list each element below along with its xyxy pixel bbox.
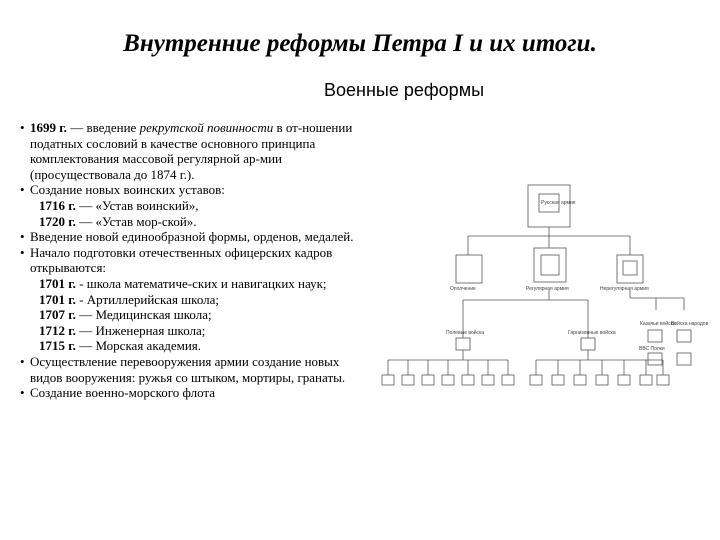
item-text: Создание новых воинских уставов: bbox=[30, 182, 225, 198]
sub-text: — Морская академия. bbox=[75, 338, 202, 354]
leaf-box bbox=[402, 375, 414, 385]
list-item-rearmament bbox=[20, 354, 360, 385]
year-label: 1699 г. bbox=[30, 120, 67, 135]
root-box bbox=[528, 185, 570, 227]
item-text: Начало подготовки отечественных офицерских кадров открываются: bbox=[30, 244, 333, 276]
leaf-box bbox=[596, 375, 608, 385]
list-item-uniform bbox=[20, 229, 360, 245]
reform-list bbox=[20, 120, 360, 401]
list-item-recruitment bbox=[20, 120, 360, 182]
militia-box bbox=[456, 255, 482, 283]
year-label: 1720 г. bbox=[39, 213, 76, 229]
item-text: Введение новой единообразной формы, орденов, медалей. bbox=[30, 229, 354, 245]
sub-text: — Инженерная школа; bbox=[75, 322, 206, 338]
sub-line bbox=[30, 214, 360, 230]
cossack-troops-box bbox=[648, 330, 662, 342]
leaf-box bbox=[422, 375, 434, 385]
field-troops-box bbox=[456, 338, 470, 350]
side-note-label: ВВС Полки bbox=[639, 346, 665, 352]
sub-line bbox=[30, 292, 360, 308]
militia-label: Ополчение bbox=[450, 286, 476, 292]
year-label: 1715 г. bbox=[39, 338, 76, 354]
irregular-army-box bbox=[617, 255, 643, 283]
irregular-army-label: Нерегулярная армия bbox=[600, 286, 649, 292]
leaf-box bbox=[657, 375, 669, 385]
year-label: 1701 г. bbox=[39, 275, 76, 291]
leaf-box bbox=[382, 375, 394, 385]
year-label: 1716 г. bbox=[39, 197, 76, 213]
side-unit-box bbox=[677, 353, 691, 365]
sub-text: — «Устав воинский», bbox=[75, 197, 199, 213]
list-item-regulations bbox=[20, 182, 360, 229]
sub-text: — «Устав мор-ской». bbox=[75, 213, 197, 229]
text-fragment: в от-ношении податных сословий в качестве основного принципа комплектования массовой регулярной ар-мии (просуществовала до 1874 г.). bbox=[30, 120, 353, 182]
item-text: Создание военно-морского флота bbox=[30, 385, 216, 401]
slide-title: Внутренние реформы Петра I и их итоги. bbox=[123, 30, 597, 57]
term-highlight: рекрутской повинности bbox=[139, 120, 274, 135]
sub-line bbox=[30, 307, 360, 323]
irregular-army-inner-box bbox=[623, 261, 637, 275]
leaf-box bbox=[482, 375, 494, 385]
peoples-troops-box bbox=[677, 330, 691, 342]
year-label: 1712 г. bbox=[39, 322, 76, 338]
field-troops-label: Полевые войска bbox=[446, 330, 485, 336]
sub-text: - Артиллерийская школа; bbox=[75, 291, 220, 307]
leaf-box bbox=[640, 375, 652, 385]
year-label: 1701 г. bbox=[39, 291, 76, 307]
garrison-troops-label: Гарнизонные войска bbox=[568, 330, 616, 336]
list-item-navy bbox=[20, 385, 360, 401]
cossack-troops-label: Казачьи войска bbox=[640, 321, 676, 327]
sub-text: — Медицинская школа; bbox=[75, 307, 212, 323]
peoples-troops-label: Войска народов bbox=[671, 321, 708, 327]
list-item-officer-training bbox=[20, 245, 360, 354]
year-label: 1707 г. bbox=[39, 307, 76, 323]
regular-army-inner-box bbox=[541, 255, 559, 275]
regular-army-label: Регулярная армия bbox=[526, 286, 569, 292]
sub-text: - школа математиче-ских и навигацких наук; bbox=[75, 275, 327, 291]
leaf-box bbox=[618, 375, 630, 385]
leaf-box bbox=[574, 375, 586, 385]
root-label: Русская армия bbox=[541, 200, 576, 206]
sub-line bbox=[30, 276, 360, 292]
army-structure-diagram bbox=[368, 180, 708, 410]
sub-line bbox=[30, 198, 360, 214]
leaf-box bbox=[552, 375, 564, 385]
sub-line bbox=[30, 323, 360, 339]
leaf-box bbox=[530, 375, 542, 385]
leaf-box bbox=[462, 375, 474, 385]
side-unit-box bbox=[648, 353, 662, 365]
sub-line bbox=[30, 338, 360, 354]
slide-subtitle bbox=[0, 80, 720, 101]
leaf-box bbox=[502, 375, 514, 385]
regular-army-box bbox=[534, 248, 566, 282]
leaf-box bbox=[442, 375, 454, 385]
text-fragment: — введение bbox=[66, 120, 140, 135]
garrison-troops-box bbox=[581, 338, 595, 350]
item-text: Осуществление перевооружения армии создание новых видов вооружения: ружья со штыком, мортиры, гранаты. bbox=[30, 353, 346, 385]
subtitle-text: Военные реформы bbox=[323, 80, 485, 100]
